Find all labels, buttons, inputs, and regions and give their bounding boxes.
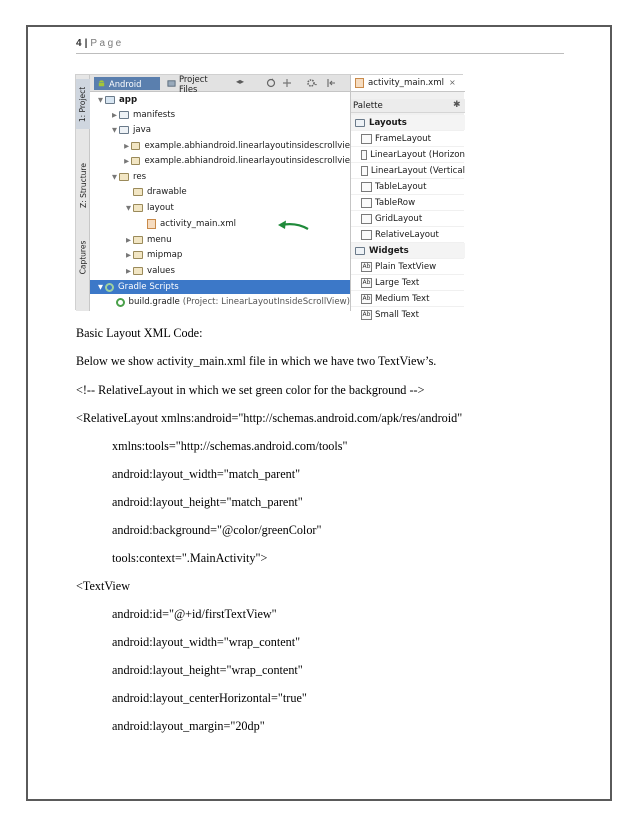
folder-icon (119, 173, 129, 181)
body-paragraph: Below we show activity_main.xml file in which we have two TextView’s. (76, 354, 437, 368)
text-icon: Ab (362, 310, 371, 318)
palette-item-tablerow[interactable]: TableRow (351, 195, 465, 210)
folder-icon (119, 111, 129, 119)
tree-item-manifests[interactable]: ▶ manifests (112, 110, 176, 120)
scroll-from-source-icon[interactable] (282, 78, 292, 88)
side-tab-captures[interactable]: Captures (78, 240, 88, 274)
code-line: <TextView (76, 579, 131, 593)
code-line: android:layout_margin="20dp" (112, 719, 265, 733)
nav-arrows-icon[interactable]: ◂▸ (236, 77, 245, 86)
palette-item-medium-text[interactable]: Ab Medium Text (351, 291, 465, 306)
text-icon: Ab (362, 294, 371, 302)
grid-icon (361, 214, 372, 224)
palette-item-small-text[interactable]: Ab Small Text (351, 307, 465, 322)
project-files-icon (167, 79, 176, 88)
folder-icon (133, 236, 143, 244)
tree-item-mipmap[interactable]: ▶ mipmap (126, 250, 183, 260)
android-tab-label: Android (109, 78, 142, 89)
palette-item-linearlayout-h[interactable]: LinearLayout (Horizon (351, 147, 465, 162)
side-tab-structure[interactable]: Z: Structure (78, 162, 88, 208)
palette-category-layouts[interactable]: Layouts (351, 115, 465, 130)
code-line: <!-- RelativeLayout in which we set green color for the background --> (76, 383, 425, 397)
folder-icon (133, 267, 143, 275)
code-line: <RelativeLayout xmlns:android="http://schemas.android.com/apk/res/android" (76, 411, 463, 425)
package-icon (131, 157, 141, 165)
section-heading: Basic Layout XML Code: (76, 326, 203, 340)
page-header (76, 38, 564, 54)
folder-icon (355, 119, 365, 127)
package-icon (131, 142, 141, 150)
android-view-tab[interactable] (94, 77, 160, 90)
project-files-label: Project Files (179, 73, 208, 94)
layout-icon (361, 166, 368, 176)
project-toolbar (90, 75, 350, 92)
folder-icon (133, 188, 143, 196)
palette-header (351, 99, 465, 113)
code-line: android:background="@color/greenColor" (112, 523, 322, 537)
tree-item-res[interactable]: ▼ res (112, 172, 147, 182)
table-row-icon (361, 198, 372, 208)
text-icon: Ab (362, 278, 371, 286)
layout-icon (361, 150, 367, 160)
palette-category-widgets[interactable]: Widgets (351, 243, 465, 258)
header-separator: | (84, 38, 88, 49)
table-icon (361, 182, 372, 192)
close-icon[interactable]: × (449, 78, 456, 87)
palette-item-plain-textview[interactable]: Ab Plain TextView (351, 259, 465, 274)
project-pane (90, 75, 350, 311)
page-number: 4 (76, 38, 82, 49)
android-icon (97, 79, 106, 88)
tree-item-drawable[interactable]: drawable (90, 185, 350, 199)
tree-item-build-gradle[interactable]: build.gradle (Project: LinearLayoutInsideScrollView) (90, 295, 350, 309)
side-tab-project[interactable]: 1: Project (76, 79, 90, 129)
code-line: android:layout_width="match_parent" (112, 467, 301, 481)
layout-icon (361, 134, 372, 144)
code-line: android:layout_height="match_parent" (112, 495, 303, 509)
page-word: Page (90, 38, 124, 49)
palette-item-tablelayout[interactable]: TableLayout (351, 179, 465, 194)
tree-item-menu[interactable]: ▶ menu (126, 235, 172, 245)
gradle-file-icon (116, 298, 125, 307)
folder-icon (133, 251, 143, 259)
tree-item-app[interactable]: ▼ app (98, 95, 138, 105)
xml-file-icon (147, 219, 156, 229)
code-line: android:layout_width="wrap_content" (112, 635, 301, 649)
palette-gear-icon[interactable]: ✱ (453, 100, 461, 110)
palette-item-relativelayout[interactable]: RelativeLayout (351, 227, 465, 242)
tree-item-gradle-scripts[interactable]: ▼ Gradle Scripts (90, 280, 350, 294)
xml-file-icon (355, 78, 364, 88)
project-files-tab[interactable] (164, 73, 230, 94)
code-line: xmlns:tools="http://schemas.android.com/tools" (112, 439, 348, 453)
code-line: tools:context=".MainActivity"> (112, 551, 268, 565)
palette-item-gridlayout[interactable]: GridLayout (351, 211, 465, 226)
tree-item-values[interactable]: ▶ values (126, 266, 175, 276)
palette-title: Palette (353, 100, 383, 111)
folder-icon (133, 204, 143, 212)
editor-tab-activity-main[interactable] (351, 75, 465, 92)
palette-item-linearlayout-v[interactable]: LinearLayout (Vertical (351, 163, 465, 178)
tree-item-package-test[interactable]: ▶ example.abhiandroid.linearlayoutinsidescrollvie (124, 156, 350, 166)
code-line: android:id="@+id/firstTextView" (112, 607, 277, 621)
editor-pane (350, 75, 465, 320)
editor-tab-label: activity_main.xml (368, 78, 445, 88)
tree-item-java[interactable]: ▼ java (112, 125, 152, 135)
tree-item-layout[interactable]: ▼ layout (126, 203, 174, 213)
folder-icon (119, 126, 129, 134)
palette-item-framelayout[interactable]: FrameLayout (351, 131, 465, 146)
palette-item-large-text[interactable]: Ab Large Text (351, 275, 465, 290)
sync-icon[interactable] (266, 78, 276, 88)
ide-screenshot (75, 73, 465, 320)
code-line: android:layout_height="wrap_content" (112, 663, 303, 677)
collapse-icon[interactable] (326, 78, 336, 88)
code-line: android:layout_centerHorizontal="true" (112, 691, 307, 705)
tool-window-strip (76, 75, 90, 311)
folder-icon (105, 96, 115, 104)
text-icon: Ab (362, 262, 371, 270)
green-arrow-pointer (276, 218, 310, 234)
tree-item-activity-main[interactable]: activity_main.xml (90, 217, 350, 231)
gradle-scripts-icon (105, 283, 114, 292)
tree-item-package[interactable]: ▶ example.abhiandroid.linearlayoutinsidescrollvie (124, 141, 350, 151)
gear-icon[interactable] (306, 78, 317, 88)
folder-icon (355, 247, 365, 255)
relative-layout-icon (361, 230, 372, 240)
